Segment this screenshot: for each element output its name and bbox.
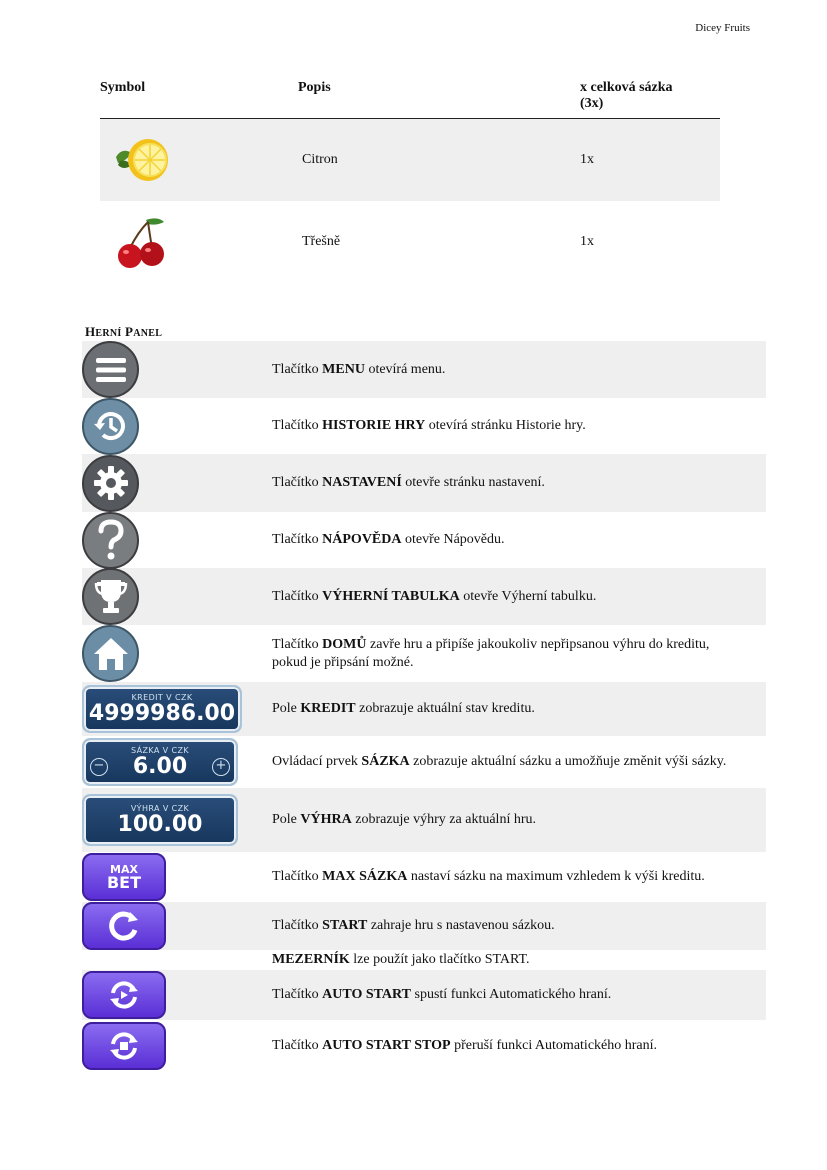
list-item-text: Pole KREDIT zobrazuje aktuální stav kreditu. [272,701,535,716]
list-item [82,398,766,454]
menu-icon [82,341,139,398]
auto-start-icon [82,971,166,1019]
credit-field: KREDIT V CZK 4999986.00 [82,685,242,733]
list-item [82,625,766,682]
history-icon [82,398,139,455]
list-item-text: Pole VÝHRA zobrazuje výhry za aktuální hru. [272,812,536,827]
help-icon [82,512,139,569]
table-row [100,119,720,201]
table-row [100,201,720,283]
max-bet-icon: MAX BET [82,853,166,901]
game-panel-list [82,341,766,1072]
bet-minus-icon: − [90,758,108,776]
symbol-value: 1x [580,152,594,167]
list-item [82,788,766,852]
symbol-table [100,80,720,283]
home-icon [82,625,139,682]
list-item [82,454,766,512]
trophy-icon [82,568,139,625]
section-title: HERNÍ PANEL [85,324,163,339]
header-multiplier: x celková sázka (3x) [580,80,673,111]
header-symbol: Symbol [100,80,146,95]
list-item-text: Ovládací prvek SÁZKA zobrazuje aktuální sázku a umožňuje změnit výši sázky. [272,754,727,769]
header-description: Popis [298,80,331,95]
lemon-icon [108,135,172,185]
gear-icon [82,455,139,512]
document-header-title: Dicey Fruits [695,22,750,34]
list-item [82,736,766,788]
list-item-text: MEZERNÍK lze použít jako tlačítko START. [272,952,530,967]
start-icon [82,902,166,950]
list-item [82,852,766,902]
list-item [82,1020,766,1072]
list-item [82,682,766,736]
list-item [82,950,766,970]
list-item-text: Tlačítko DOMŮ zavře hru a připíše jakoukoliv nepřipsanou výhru do kreditu, pokud je připsání možné. [272,636,710,670]
list-item [82,568,766,625]
list-item-text: Tlačítko START zahraje hru s nastavenou sázkou. [272,918,555,933]
list-item-text: Tlačítko MENU otevírá menu. [272,361,446,377]
list-item-text: Tlačítko AUTO START spustí funkci Automatického hraní. [272,987,612,1002]
bet-field: SÁZKA V CZK 6.00 − + [82,738,238,786]
list-item-text: Tlačítko AUTO START STOP přeruší funkci Automatického hraní. [272,1038,658,1053]
symbol-table-header [100,80,720,119]
list-item-text: Tlačítko NASTAVENÍ otevře stránku nastavení. [272,475,545,490]
symbol-name: Citron [302,152,338,167]
list-item-text: Tlačítko VÝHERNÍ TABULKA otevře Výherní tabulku. [272,588,597,604]
symbol-name: Třešně [302,234,341,249]
auto-start-stop-icon [82,1022,166,1070]
bet-plus-icon: + [212,758,230,776]
win-field: VÝHRA V CZK 100.00 [82,794,238,846]
list-item-text: Tlačítko HISTORIE HRY otevírá stránku Historie hry. [272,418,586,433]
list-item [82,902,766,950]
list-item-text: Tlačítko MAX SÁZKA nastaví sázku na maximum vzhledem k výši kreditu. [272,869,705,884]
list-item [82,512,766,568]
list-item-text: Tlačítko NÁPOVĚDA otevře Nápovědu. [272,532,505,547]
list-item [82,341,766,398]
list-item [82,970,766,1020]
cherry-icon [108,214,172,270]
symbol-value: 1x [580,234,594,249]
